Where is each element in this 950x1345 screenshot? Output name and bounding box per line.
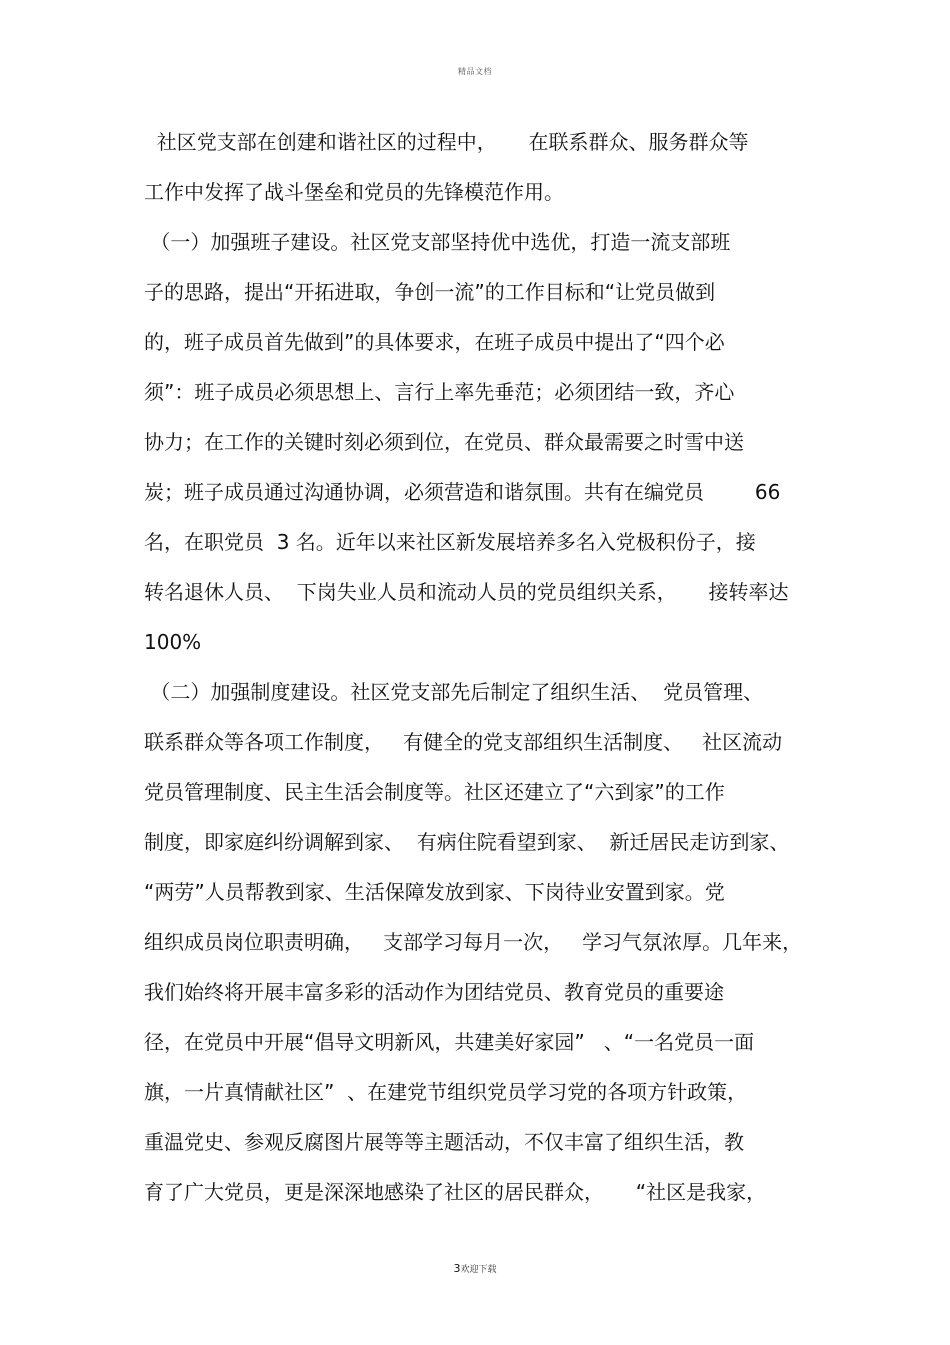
text-line: 100%	[144, 630, 202, 654]
text-line: 炭；班子成员通过沟通协调，必须营造和谐氛围。共有在编党员 66	[144, 480, 781, 504]
text-line: 联系群众等各项工作制度， 有健全的党支部组织生活制度、 社区流动	[144, 730, 783, 754]
text-line: 旗，一片真情献社区” 、在建党节组织党员学习党的各项方针政策，	[144, 1080, 748, 1104]
text-line: 我们始终将开展丰富多彩的活动作为团结党员、教育党员的重要途	[144, 980, 724, 1004]
text-line: 制度，即家庭纠纷调解到家、 有病住院看望到家、 新迁居民走访到家、	[144, 830, 790, 854]
text-line: 径，在党员中开展“倡导文明新风，共建美好家园” 、“一名党员一面	[144, 1030, 755, 1054]
text-line: 须”：班子成员必须思想上、言行上率先垂范；必须团结一致，齐心	[144, 380, 735, 404]
page-footer	[0, 1262, 950, 1275]
text-line: 组织成员岗位职责明确， 支部学习每月一次， 学习气氛浓厚。几年来，	[144, 930, 803, 954]
text-line: 协力；在工作的关键时刻必须到位，在党员、群众最需要之时雪中送	[144, 430, 744, 454]
text-line: “两劳”人员帮教到家、生活保障发放到家、下岗待业安置到家。党	[144, 880, 725, 904]
text-line: 名，在职党员 3 名。近年以来社区新发展培养多名入党极积份子，接	[144, 530, 756, 554]
text-line: 转名退休人员、 下岗失业人员和流动人员的党员组织关系， 接转率达	[144, 580, 789, 604]
text-line: 工作中发挥了战斗堡垒和党员的先锋模范作用。	[144, 180, 564, 204]
text-line: 重温党史、参观反腐图片展等等主题活动，不仅丰富了组织生活，教	[144, 1130, 744, 1154]
header-watermark-text: 精品文档	[458, 67, 492, 76]
text-line: 育了广大党员，更是深深地感染了社区的居民群众， “社区是我家，	[144, 1180, 767, 1204]
footer-text: 欢迎下载	[460, 1265, 497, 1275]
text-line: 子的思路，提出“开拓进取，争创一流”的工作目标和“让党员做到	[144, 280, 716, 304]
page-number: 3	[453, 1262, 461, 1275]
text-line: 社区党支部在创建和谐社区的过程中， 在联系群众、服务群众等	[144, 130, 749, 154]
text-line: 党员管理制度、民主生活会制度等。社区还建立了“六到家”的工作	[144, 780, 725, 804]
text-line: （二）加强制度建设。社区党支部先后制定了组织生活、 党员管理、	[144, 680, 764, 704]
text-line: 的，班子成员首先做到”的具体要求，在班子成员中提出了“四个必	[144, 330, 725, 354]
text-line: （一）加强班子建设。社区党支部坚持优中选优，打造一流支部班	[144, 230, 731, 254]
